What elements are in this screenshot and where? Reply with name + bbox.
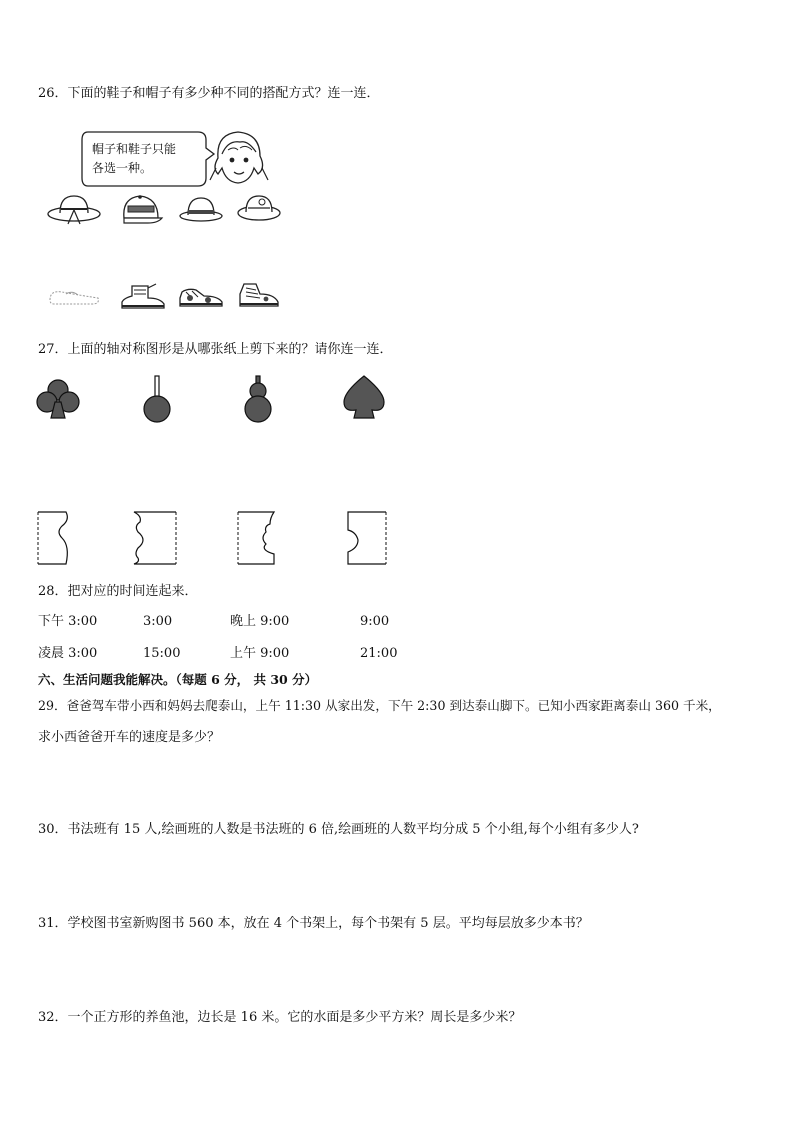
time-row1-col4: 9:00 [360,614,390,629]
high-top-shoe-icon [236,280,282,310]
q31-text: 31．学校图书室新购图书 560 本，放在 4 个书架上，每个书架有 5 层。平均每层放多少本书？ [38,916,589,931]
spade-shape [340,374,388,422]
section6-heading: 六、生活问题我能解决。（每题 6 分， 共 30 分） [38,672,318,687]
paper-piece-2 [130,510,180,566]
q30-text: 30．书法班有 15 人,绘画班的人数是书法班的 6 倍,绘画班的人数平均分成 5 个小组,每个小组有多少人? [38,822,639,837]
bubble-line-2: 各选一种。 [92,161,153,175]
cap-icon [118,192,164,226]
time-row2-col1: 凌晨 3:00 [38,646,98,661]
hat-icon [46,192,102,228]
time-row2-col4: 21:00 [360,646,398,661]
q26-text: 26．下面的鞋子和帽子有多少种不同的搭配方式？连一连． [38,86,380,101]
bubble-line-1: 帽子和鞋子只能 [92,142,177,156]
time-row1-col2: 3:00 [143,614,173,629]
bonnet-icon [236,192,282,224]
q27-text: 27．上面的轴对称图形是从哪张纸上剪下来的？请你连一连． [38,342,393,357]
q32-text: 32．一个正方形的养鱼池，边长是 16 米。它的水面是多少平方米？周长是多少米？ [38,1010,522,1025]
time-row2-col2: 15:00 [143,646,181,661]
time-row1-col3: 晚上 9:00 [230,614,290,629]
slipper-icon [46,286,102,308]
sneaker-icon [176,284,226,310]
gourd-shape [240,374,276,424]
girl-icon [208,128,270,190]
paper-piece-4 [344,510,390,566]
q28-text: 28．把对应的时间连起来． [38,584,198,599]
paper-piece-3 [236,510,280,566]
q29-line2: 求小西爸爸开车的速度是多少？ [38,730,221,745]
q29-line1: 29．爸爸驾车带小西和妈妈去爬泰山，上午 11:30 从家出发，下午 2:30 到达泰山脚下。已知小西家距离泰山 360 千米， [38,698,721,713]
boot-icon [118,282,166,312]
time-row2-col3: 上午 9:00 [230,646,290,661]
club-shape [36,378,80,420]
round-fan-shape [140,374,174,424]
time-row1-col1: 下午 3:00 [38,614,98,629]
fedora-icon [178,194,224,224]
paper-piece-1 [36,510,80,566]
